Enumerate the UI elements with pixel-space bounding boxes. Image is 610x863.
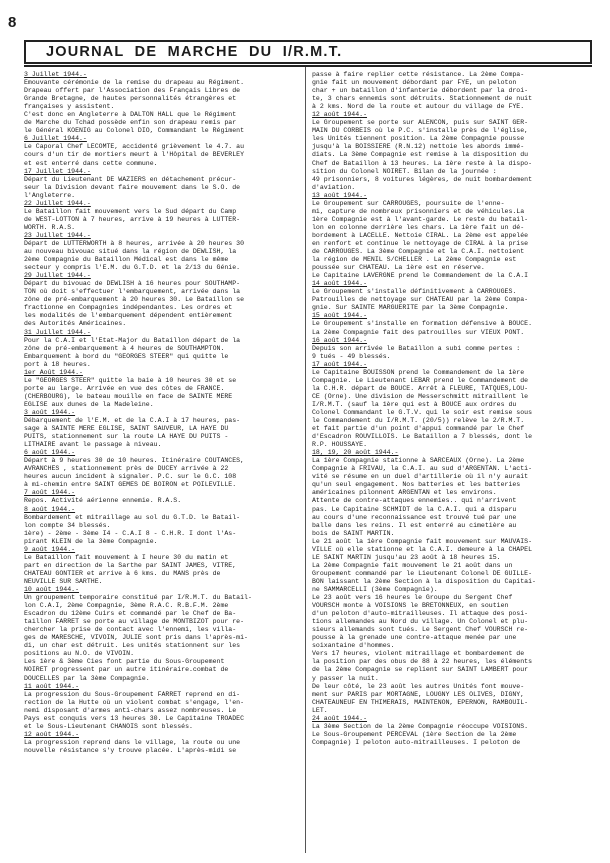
entry-date: 10 août 1944.- xyxy=(24,586,80,593)
journal-entry xyxy=(312,715,592,747)
entry-text: Le "GEORGES STEER" quitte la baie à 10 heures 30 et se porte au large. Arrivée en vue des côtes de FRANCE. (CHERBOURG), le bateau mouille en face de SAINTE MERE EGLISE aux dunes de la Madeleine. xyxy=(24,376,237,408)
entry-text: La 1ère Compagnie stationne à SARCEAUX (Orne). La 2ème Compagnie à FRIVAU, la C.A.I. au sud d'ARGENTAN. L'acti- vité se résume en un duel d'artillerie où il n'y aurait qu'un seul engagement. Nos batteries et les batteries américaines pilonnent ARGENTAN et les environs. Attente de contre-attaques ennemies.. qui n'arrivent pas. Le Capitaine SCHMIDT de la C.A.I. qui a disparu au cours d'une reconnaissance est trouvé tué par une balle dans les reins. Il est enterré au cimetière au bois de SAINT MARTIN. Le 21 août la 1ère Compagnie fait mouvement sur MAUVAIS- VILLE où elle stationne et la C.A.I. demeure à la CHAPEL LE SAINT MARTIN jusqu'au 23 août à 18 heures 15. La 2ème Compagnie fait mouvement le 21 août dans un Groupement commandé par le Lieutenant Colonel DE GUILLE- BON laissant la 2ème Section à la disposition du Capitai- ne SAMMARCELLI (3ème Compagnie). Le 23 août vers 16 heures le Groupe du Sergent Chef VOURSCH monte à VOISIONS le BRETONNEUX, en soutien d'un peloton d'auto-mitrailleuses. Il attaque des posi- tions allemandes au Nord du village. Un Colonel et plu- sieurs allemands sont tués. Le Sergent Chef VOURSCH re- pousse à la grenade une contre-attaque menée par une soixantaine d'hommes. Vers 17 heures, violent mitraillage et bombardement de la position par des obus de 88 à 22 heures, les éléments de la 2ème Compagnie se replient sur SAINT LAMBERT pour y passer la nuit. De leur côté, le 23 août les autres Unités font mouve- ment sur PARIS par MORTAGNE, LOUGNY LES OLIVES, DIGNY, CHATEAUNEUF EN THIMERAIS, MAINTENON, EPERNON, RAMBOUIL- LET. xyxy=(312,457,536,714)
journal-entry xyxy=(24,586,301,683)
entry-date: 15 août 1944.- xyxy=(312,312,368,320)
entry-text: Depuis son arrivée le Bataillon a subi comme pertes : 9 tués - 49 blessés. xyxy=(312,344,521,360)
entry-text: La progression reprend dans le village, la route ou une nouvelle résistance s'y trouve placée. L'après-midi se xyxy=(24,738,241,754)
right-column xyxy=(312,71,592,747)
entry-date: 17 août 1944.- xyxy=(312,360,368,368)
entry-text: Débarquement de l'E.M. et de la C.A.I à 17 heures, pas- sage à SAINTE MERE EGLISE, SAINT SAUVEUR, LA HAYE DU PUITS, stationnement sur la route LA HAYE DU PUITS - LITHAIRE avant le passage à niveau. xyxy=(24,417,241,449)
entry-text: Départ du bivouac de DEWLISH à 16 heures pour SOUTHAMP- TON où doit s'effectuer l'embarquement, arrivée dans la zône de pré-embarquement à 20 heures 30. Le Bataillon se fractionne en Compagnies indépendantes. Les ordres et les modalités de l'embarquement dépendent entièrement des Autorités Américaines. xyxy=(24,280,245,328)
entry-text: Départ à 9 heures 30 de 10 heures. Itinéraire COUTANCES, AVRANCHES , stationnement près de DUCEY arrivée à 22 heures aucun incident à signaler. P.C. sur le G.C. 108 à mi-chemin entre SAINT GEMES DE BOIRON et POILEVILLE. xyxy=(24,457,245,489)
journal-entry xyxy=(24,369,301,409)
entry-date: 22 Juillet 1944.- xyxy=(24,199,91,207)
entry-date: 6 août 1944.- xyxy=(24,449,76,457)
journal-entry xyxy=(24,683,301,731)
entry-date: 18, 19, 20 août 1944.- xyxy=(312,449,399,457)
journal-entry xyxy=(24,168,301,200)
journal-entry xyxy=(24,409,301,449)
column-divider xyxy=(305,67,306,853)
journal-entry xyxy=(312,192,592,281)
journal-entry xyxy=(24,506,301,546)
entry-text: Le Caporal Chef LECOMTE, accidenté grièvement le 4.7. au cours d'un tir de mortiers meurt à l'Hôpital de BEVERLEY et est enterré dans cette commune. xyxy=(24,143,245,167)
entry-text: Repos. Activité aérienne ennemie. R.A.S. xyxy=(24,497,182,505)
journal-entry xyxy=(24,731,301,755)
entry-date: 9 août 1944.- xyxy=(24,545,76,553)
entry-text: passe à faire replier cette résistance. La 2ème Compa- gnie fait un mouvement débordant par FYE, un peloton char + un bataillon d'infanterie débordent par la droi- te, 3 chars ennemis sont détruits. Stationnement de nuit à 2 kms. Nord de la route et autour du village de FYE. xyxy=(312,71,533,111)
journal-entry xyxy=(312,312,592,336)
journal-entry xyxy=(312,337,592,361)
entry-text: Emouvante cérémonie de la remise du drapeau au Régiment. Drapeau offert par l'Association des Français Libres de Grande Bretagne, de hautes personnalités étrangères et françaises y assistent. C'est donc en Angleterre à DALTON HALL que le Régiment de Marche du Tchad possède enfin son drapeau remis par le Général KOENIG au Colonel DIO, Commandant le Régiment xyxy=(24,79,245,135)
entry-date: 17 Juillet 1944.- xyxy=(24,167,91,175)
journal-entry xyxy=(312,361,592,450)
journal-entry xyxy=(24,232,301,272)
entry-text: Un groupement temporaire constitué par I/R.M.T. du Batail- lon C.A.I, 2ème Compagnie, 3ème R.A.C. R.B.F.M. 2ème Escadron du 12ème Cuirs et commandé par le Chef de Ba- taillon FARRET se porte au village de MONTBIZOT pour re- chercher la prise de contact avec l'ennemi, les villa- ges de MARESCHE, VIVOIN, JULIE sont pris dans l'après-mi- di, un char est détruit. Les unités stationnent sur les positions au N.O. de VIVOIN. Les 1ère & 3ème Cies font partie du Sous-Groupement NOIRET progressent par un autre itinéraire.combat de DOUCELLES par la 3ème Compagnie. xyxy=(24,594,252,682)
page-title: JOURNAL DE MARCHE DU I/R.M.T. xyxy=(24,40,592,64)
entry-text: Le Groupement s'installe en formation défensive à BOUCE. La 2ème Compagnie fait des patrouilles sur VIEUX PONT. xyxy=(312,320,533,336)
entry-date: 13 août 1944.- xyxy=(312,191,368,199)
entry-text: Le Groupement se porte sur ALENCON, puis sur SAINT GER- MAIN DU CORBEIS où le P.C. s'installe près de l'église, les Unités tiennent position. La 2ème Compagnie pousse jusqu'à la BOISSIERE (R.N.12) nettoie les abords immé- diats. La 3ème Compagnie est remise à la disposition du Chef de Bataillon à 13 heures. La 1ère reste à la dispo- sition du Colonel NOIRET. Bilan de la journée : 49 prisonniers, 8 voitures légères, de nuit bombardement d'aviation. xyxy=(312,119,533,191)
entry-date: 3 août 1944.- xyxy=(24,408,76,416)
journal-entry xyxy=(312,71,592,111)
entry-date: 8 août 1944.- xyxy=(24,505,76,513)
entry-text: Le Groupement s'installe définitivement à CARROUGES. Patrouilles de nettoyage sur CHATEAU par la 2ème Compa- gnie. Sur SAINTE MARGUERITE par la 3ème Compagnie. xyxy=(312,288,529,312)
entry-text: La progression du Sous-Groupement FARRET reprend en di- rection de la Hutte où un violent combat s'engage, l'en- nemi disposant d'armes anti-chars assez nombreuses. Le Pays est conquis vers 13 heures 30. Le Capitaine TROADEC et le Sous-Lieutenant CHANOIS sont blessés. xyxy=(24,690,245,730)
journal-entry xyxy=(24,489,301,505)
entry-date: 11 août 1944.- xyxy=(24,682,80,690)
entry-text: La 3ème Section de la 2ème Compagnie réoccupe VOISIONS. Le Sous-Groupement PERCEVAL (1ère Section de la 2ème Compagnie) I peloton auto-mitrailleuses. I peloton de xyxy=(312,722,529,746)
journal-entry xyxy=(24,546,301,586)
entry-text: Le Bataillon fait mouvement vers le Sud départ du Camp de WEST-LOTTON à 7 heures, arrive à 19 heures à LUTTER- WORTH. R.A.S. xyxy=(24,207,241,231)
journal-entry xyxy=(24,272,301,328)
journal-entry xyxy=(24,135,301,167)
journal-entry xyxy=(24,449,301,489)
header-rule xyxy=(24,65,592,67)
journal-entry xyxy=(24,71,301,135)
entry-date: 12 août 1944.- xyxy=(24,730,80,738)
entry-date: 1er Août 1944.- xyxy=(24,368,83,376)
journal-entry xyxy=(312,449,592,715)
entry-text: Le Bataillon fait mouvement à I heure 30 du matin et part en direction de la Sarthe par SAINT JAMES, VITRE, CHATEAU GONTIER et arrive à 6 kms. du MANS près de NEUVILLE SUR SARTHE. xyxy=(24,553,237,585)
journal-entry xyxy=(24,200,301,232)
entry-date: 6 Juillet 1944.- xyxy=(24,135,87,143)
left-column xyxy=(24,71,301,755)
journal-entry xyxy=(312,280,592,312)
entry-date: 7 août 1944.- xyxy=(24,489,76,497)
entry-text: Le Groupement sur CARROUGES, poursuite de l'enne- mi, capture de nombreux prisonniers et de véhicules.La 1ère Compagnie est à l'avant-garde. Le reste du batail- lon en colonne derrière les chars. La 1ère fait un dé- bordement à LACELLE. Nettoie CIRAL. La 2ème est appelée en renfort et continue le nettoyage de CIRAL à la prise de CARROUGES. La 3ème Compagnie et la C.A.I. nettoient la région de MENIL S/CHELLER . La 2ème Compagnie est poussée sur CHATEAU. La 1ère est en réserve. Le Capitaine LAVERGNE prend le Commandement de la C.A.I xyxy=(312,199,529,280)
page-number: 8 xyxy=(8,14,17,31)
entry-text: Le Capitaine BOUISSON prend le Commandement de la 1ère Compagnie. Le Lieutenant LEBAR prend le Commandement de la C.H.R. départ de BOUCE. Arrêt à FLEURE, TATQUES,LOU- CE (Orne). Une division de Messerschmitt mitraillent le I/R.M.T. (sauf la 1ère qui est à BOUCE aux ordres du Colonel Commandant le G.T.V. qui le soir est remise sous le Commandement du I/R.M.T. (20/5)) relève le 2/R.M.T. et fait partie d'un point d'appui commandé par le Chef d'Escadron ROUVILLOIS. Le Bataillon a 7 blessés, dont le R.P. HOUSSAYE. xyxy=(312,368,533,449)
entry-text: Départ du Lieutenant DE WAZIERS en détachement précur- seur la Division devant faire mouvement dans le S.O. de l'Angleterre. xyxy=(24,175,241,199)
entry-date: 12 août 1944.- xyxy=(312,111,368,119)
entry-date: 31 Juillet 1944.- xyxy=(24,328,91,336)
entry-date: 3 Juillet 1944.- xyxy=(24,71,87,78)
entry-date: 29 Juillet 1944.- xyxy=(24,272,91,280)
entry-date: 14 août 1944.- xyxy=(312,280,368,288)
entry-text: Bombardement et mitraillage au sol du G.T.D. le Batail- lon compte 34 blessés. 1ère) - 2ème - 3ème I4 - C.A.I 8 - C.H.R. I dont l'As- pirant KLEIN de la 3ème Compagnie. xyxy=(24,513,241,545)
journal-entry xyxy=(312,111,592,191)
entry-date: 23 Juillet 1944.- xyxy=(24,231,91,239)
journal-entry xyxy=(24,329,301,369)
entry-date: 16 août 1944.- xyxy=(312,336,368,344)
entry-date: 24 août 1944.- xyxy=(312,714,368,722)
entry-text: Départ de LUTTERWORTH à 8 heures, arrivée à 20 heures 30 au nouveau bivouac situé dans la région de DEWLISH, la 2ème Compagnie du Bataillon Médical est dans le même secteur y compris l'E.M. du G.T.D. et la 2/13 du Génie. xyxy=(24,239,245,272)
entry-text: Pour la C.A.I et l'Etat-Major du Bataillon départ de la zône de pré-embarquement à 4 heures de SOUTHAMPTON. Embarquement à bord du "GEORGES STEER" qui quitte le port à 18 heures. xyxy=(24,336,241,368)
